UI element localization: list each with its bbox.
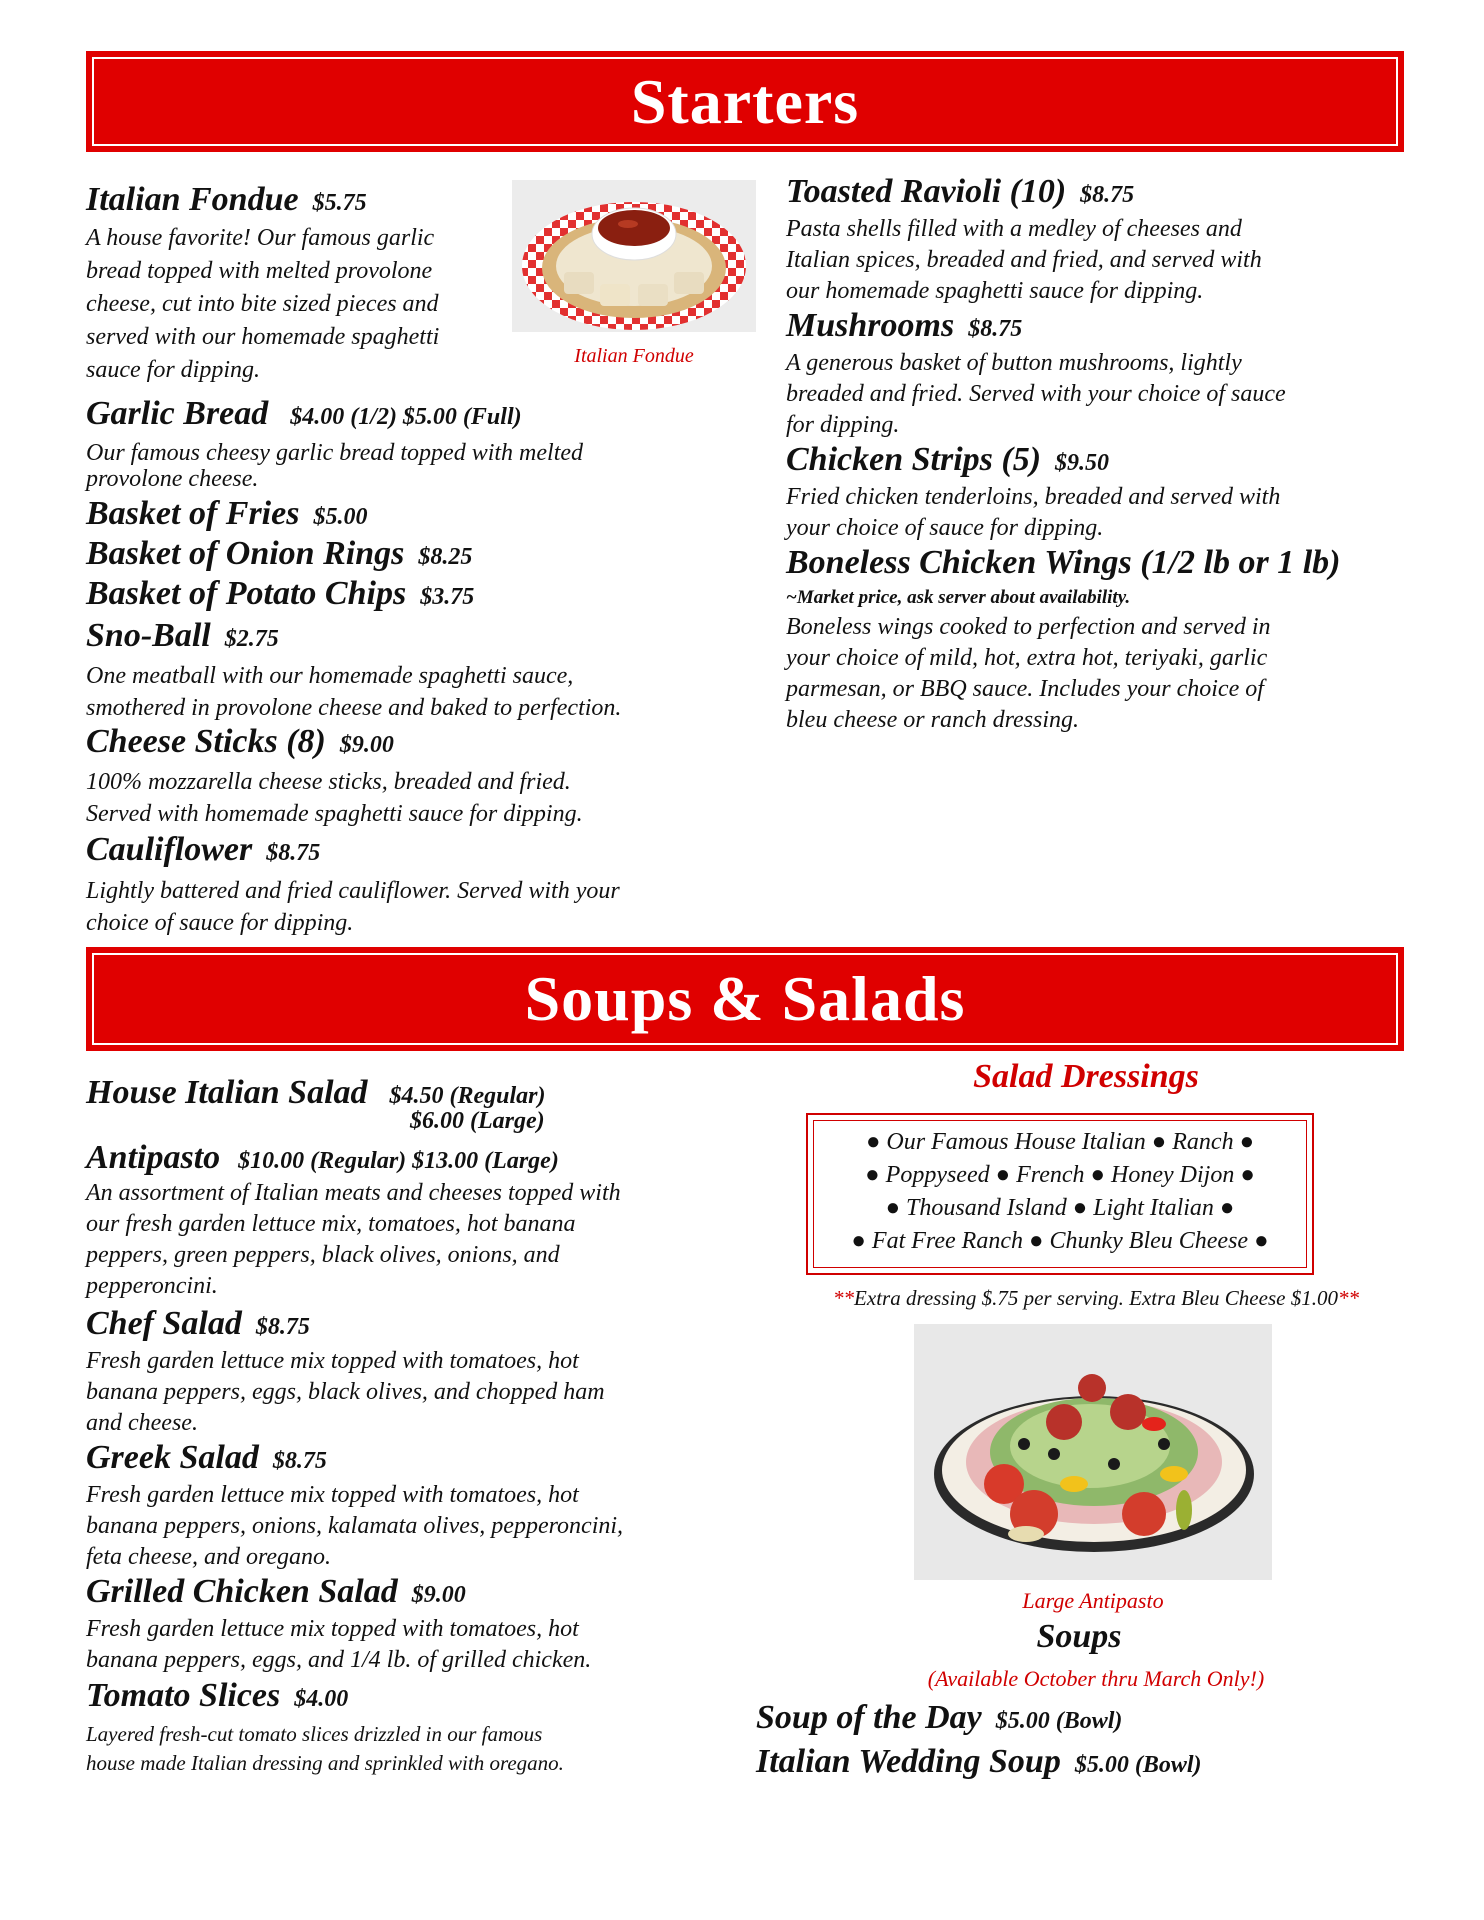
asterisks: **	[1337, 1286, 1359, 1310]
desc-line: A generous basket of button mushrooms, lightly	[786, 350, 1242, 376]
greek-salad-description	[86, 1480, 726, 1573]
item-name: Antipasto	[86, 1139, 221, 1176]
desc-line: our fresh garden lettuce mix, tomatoes, hot banana	[86, 1211, 576, 1237]
desc-line: cheese, cut into bite sized pieces and	[86, 291, 439, 317]
antipasto-description	[86, 1178, 706, 1302]
item-name: Mushrooms	[786, 307, 955, 344]
item-name: House Italian Salad	[86, 1074, 368, 1111]
item-price: $5.00 (Bowl)	[995, 1708, 1123, 1734]
italian-fondue-photo	[512, 180, 756, 332]
desc-line: house made Italian dressing and sprinkled with oregano.	[86, 1751, 564, 1775]
item-name: Basket of Fries	[86, 495, 300, 532]
desc-line: Fried chicken tenderloins, breaded and served with	[786, 484, 1281, 510]
soups-heading: Soups	[1036, 1618, 1122, 1655]
starters-title: Starters	[630, 65, 860, 137]
starters-banner	[86, 51, 1404, 152]
wings-description	[786, 612, 1386, 736]
item-onion-rings	[86, 534, 472, 574]
antipasto-illustration	[914, 1324, 1272, 1580]
item-price: $8.25	[418, 544, 473, 570]
item-soup-of-the-day	[756, 1698, 1122, 1738]
desc-line: sauce for dipping.	[86, 357, 260, 383]
dressing-line: ● Thousand Island ● Light Italian ●	[885, 1195, 1235, 1221]
desc-line: banana peppers, onions, kalamata olives, pepperoncini,	[86, 1513, 624, 1539]
item-antipasto	[86, 1138, 559, 1178]
dressing-line: ● Poppyseed ● French ● Honey Dijon ●	[865, 1162, 1255, 1188]
item-boneless-wings	[786, 543, 1340, 583]
desc-line: Italian spices, breaded and fried, and served with	[786, 247, 1262, 273]
item-name: Chicken Strips (5)	[786, 441, 1042, 478]
fondue-caption: Italian Fondue	[574, 345, 694, 367]
item-greek-salad	[86, 1438, 327, 1478]
soups-availability: (Available October thru March Only!)	[927, 1666, 1265, 1691]
grilled-chicken-description	[86, 1614, 726, 1676]
item-garlic-bread	[86, 394, 522, 434]
item-price: $5.00 (Bowl)	[1074, 1752, 1202, 1778]
item-price: $9.00	[339, 732, 394, 758]
item-price: $3.75	[420, 584, 475, 610]
item-name: Basket of Potato Chips	[86, 575, 407, 612]
item-name: Italian Wedding Soup	[756, 1743, 1061, 1780]
garlic-bread-description	[86, 440, 706, 492]
item-grilled-chicken-salad	[86, 1572, 466, 1612]
salad-dressings-box	[806, 1113, 1314, 1275]
desc-line: One meatball with our homemade spaghetti sauce,	[86, 663, 574, 689]
desc-line: An assortment of Italian meats and cheeses topped with	[86, 1180, 621, 1206]
desc-line: Fresh garden lettuce mix topped with tomatoes, hot	[86, 1348, 579, 1374]
item-potato-chips	[86, 574, 474, 614]
chicken-strips-description	[786, 482, 1386, 544]
desc-line: Layered fresh-cut tomato slices drizzled in our famous	[86, 1722, 543, 1746]
extra-dressing-note	[786, 1286, 1406, 1311]
item-name: Toasted Ravioli (10)	[786, 173, 1067, 210]
item-price: $8.75	[255, 1314, 310, 1340]
house-salad-large-price: $6.00 (Large)	[410, 1108, 545, 1134]
desc-line: A house favorite! Our famous garlic	[86, 225, 435, 251]
desc-line: your choice of sauce for dipping.	[786, 515, 1104, 541]
item-price: $4.50 (Regular)	[389, 1083, 546, 1109]
item-basket-fries	[86, 494, 367, 534]
desc-line: served with our homemade spaghetti	[86, 324, 440, 350]
fondue-illustration	[512, 180, 756, 332]
item-price: $10.00 (Regular) $13.00 (Large)	[238, 1148, 559, 1174]
cheese-sticks-description	[86, 766, 706, 830]
ravioli-description	[786, 214, 1386, 307]
item-italian-wedding-soup	[756, 1742, 1202, 1782]
desc-line: for dipping.	[786, 412, 900, 438]
desc-line: our homemade spaghetti sauce for dipping.	[786, 278, 1204, 304]
wings-market-note: ~Market price, ask server about availability.	[786, 587, 1131, 608]
antipasto-caption: Large Antipasto	[1022, 1588, 1164, 1613]
tomato-slices-description	[86, 1720, 726, 1778]
starters-banner-frame	[92, 57, 1398, 146]
dressing-line: ● Our Famous House Italian ● Ranch ●	[865, 1129, 1255, 1155]
fondue-description	[86, 222, 506, 387]
desc-line: choice of sauce for dipping.	[86, 910, 354, 936]
desc-line: Our famous cheesy garlic bread topped with melted	[86, 440, 584, 466]
item-name: Soup of the Day	[756, 1699, 982, 1736]
item-toasted-ravioli	[786, 172, 1134, 212]
item-sno-ball	[86, 616, 279, 656]
item-price: $5.75	[312, 190, 367, 216]
desc-line: Pasta shells filled with a medley of cheeses and	[786, 216, 1242, 242]
salad-dressings-heading: Salad Dressings	[973, 1058, 1199, 1095]
desc-line: breaded and fried. Served with your choice of sauce	[786, 381, 1286, 407]
item-mushrooms	[786, 306, 1022, 346]
chef-salad-description	[86, 1346, 706, 1439]
desc-line: Lightly battered and fried cauliflower. Served with your	[86, 878, 620, 904]
item-price: $8.75	[1080, 182, 1135, 208]
item-price: $8.75	[968, 316, 1023, 342]
item-price: $9.00	[411, 1582, 466, 1608]
soups-salads-banner-frame	[92, 953, 1398, 1045]
item-house-italian-salad	[86, 1073, 546, 1113]
item-name: Sno-Ball	[86, 617, 211, 654]
item-price: $4.00	[294, 1686, 349, 1712]
item-name: Tomato Slices	[86, 1677, 281, 1714]
item-price: $5.00	[313, 504, 368, 530]
desc-line: banana peppers, eggs, and 1/4 lb. of grilled chicken.	[86, 1647, 592, 1673]
item-price: $9.50	[1055, 450, 1110, 476]
desc-line: 100% mozzarella cheese sticks, breaded and fried.	[86, 769, 571, 795]
extra-dressing-text: Extra dressing $.75 per serving. Extra Bleu Cheese $1.00	[854, 1286, 1338, 1310]
item-price: $2.75	[224, 626, 279, 652]
dressing-line: ● Fat Free Ranch ● Chunky Bleu Cheese ●	[851, 1228, 1269, 1254]
item-name: Cauliflower	[86, 831, 253, 868]
item-name: Greek Salad	[86, 1439, 259, 1476]
desc-line: feta cheese, and oregano.	[86, 1544, 332, 1570]
item-name: Boneless Chicken Wings (1/2 lb or 1 lb)	[786, 544, 1341, 581]
cauliflower-description	[86, 875, 726, 939]
desc-line: Served with homemade spaghetti sauce for dipping.	[86, 801, 583, 827]
item-chef-salad	[86, 1304, 310, 1344]
asterisks: **	[833, 1286, 855, 1310]
item-name: Garlic Bread	[86, 395, 269, 432]
item-name: Basket of Onion Rings	[86, 535, 405, 572]
desc-line: smothered in provolone cheese and baked to perfection.	[86, 695, 622, 721]
item-name: Chef Salad	[86, 1305, 242, 1342]
item-chicken-strips	[786, 440, 1109, 480]
desc-line: peppers, green peppers, black olives, onions, and	[86, 1242, 560, 1268]
desc-line: your choice of mild, hot, extra hot, teriyaki, garlic	[786, 645, 1268, 671]
item-italian-fondue	[86, 180, 367, 220]
item-price: $4.00 (1/2) $5.00 (Full)	[290, 404, 522, 430]
desc-line: bread topped with melted provolone	[86, 258, 433, 284]
desc-line: and cheese.	[86, 1410, 198, 1436]
desc-line: Boneless wings cooked to perfection and served in	[786, 614, 1271, 640]
soups-salads-title: Soups & Salads	[524, 963, 966, 1034]
desc-line: bleu cheese or ranch dressing.	[786, 707, 1080, 733]
mushrooms-description	[786, 348, 1386, 441]
item-cheese-sticks	[86, 722, 394, 762]
sno-ball-description	[86, 660, 686, 724]
item-price: $8.75	[266, 840, 321, 866]
dressings-list	[808, 1126, 1312, 1258]
item-tomato-slices	[86, 1676, 348, 1716]
item-name: Grilled Chicken Salad	[86, 1573, 398, 1610]
desc-line: provolone cheese.	[86, 466, 259, 492]
desc-line: parmesan, or BBQ sauce. Includes your choice of	[786, 676, 1264, 702]
soups-salads-banner	[86, 947, 1404, 1051]
desc-line: pepperoncini.	[86, 1273, 218, 1299]
item-name: Italian Fondue	[86, 181, 299, 218]
desc-line: Fresh garden lettuce mix topped with tomatoes, hot	[86, 1482, 579, 1508]
desc-line: Fresh garden lettuce mix topped with tomatoes, hot	[86, 1616, 579, 1642]
desc-line: banana peppers, eggs, black olives, and chopped ham	[86, 1379, 605, 1405]
item-cauliflower	[86, 830, 320, 870]
item-price: $8.75	[272, 1448, 327, 1474]
item-name: Cheese Sticks (8)	[86, 723, 326, 760]
large-antipasto-photo	[914, 1324, 1272, 1580]
